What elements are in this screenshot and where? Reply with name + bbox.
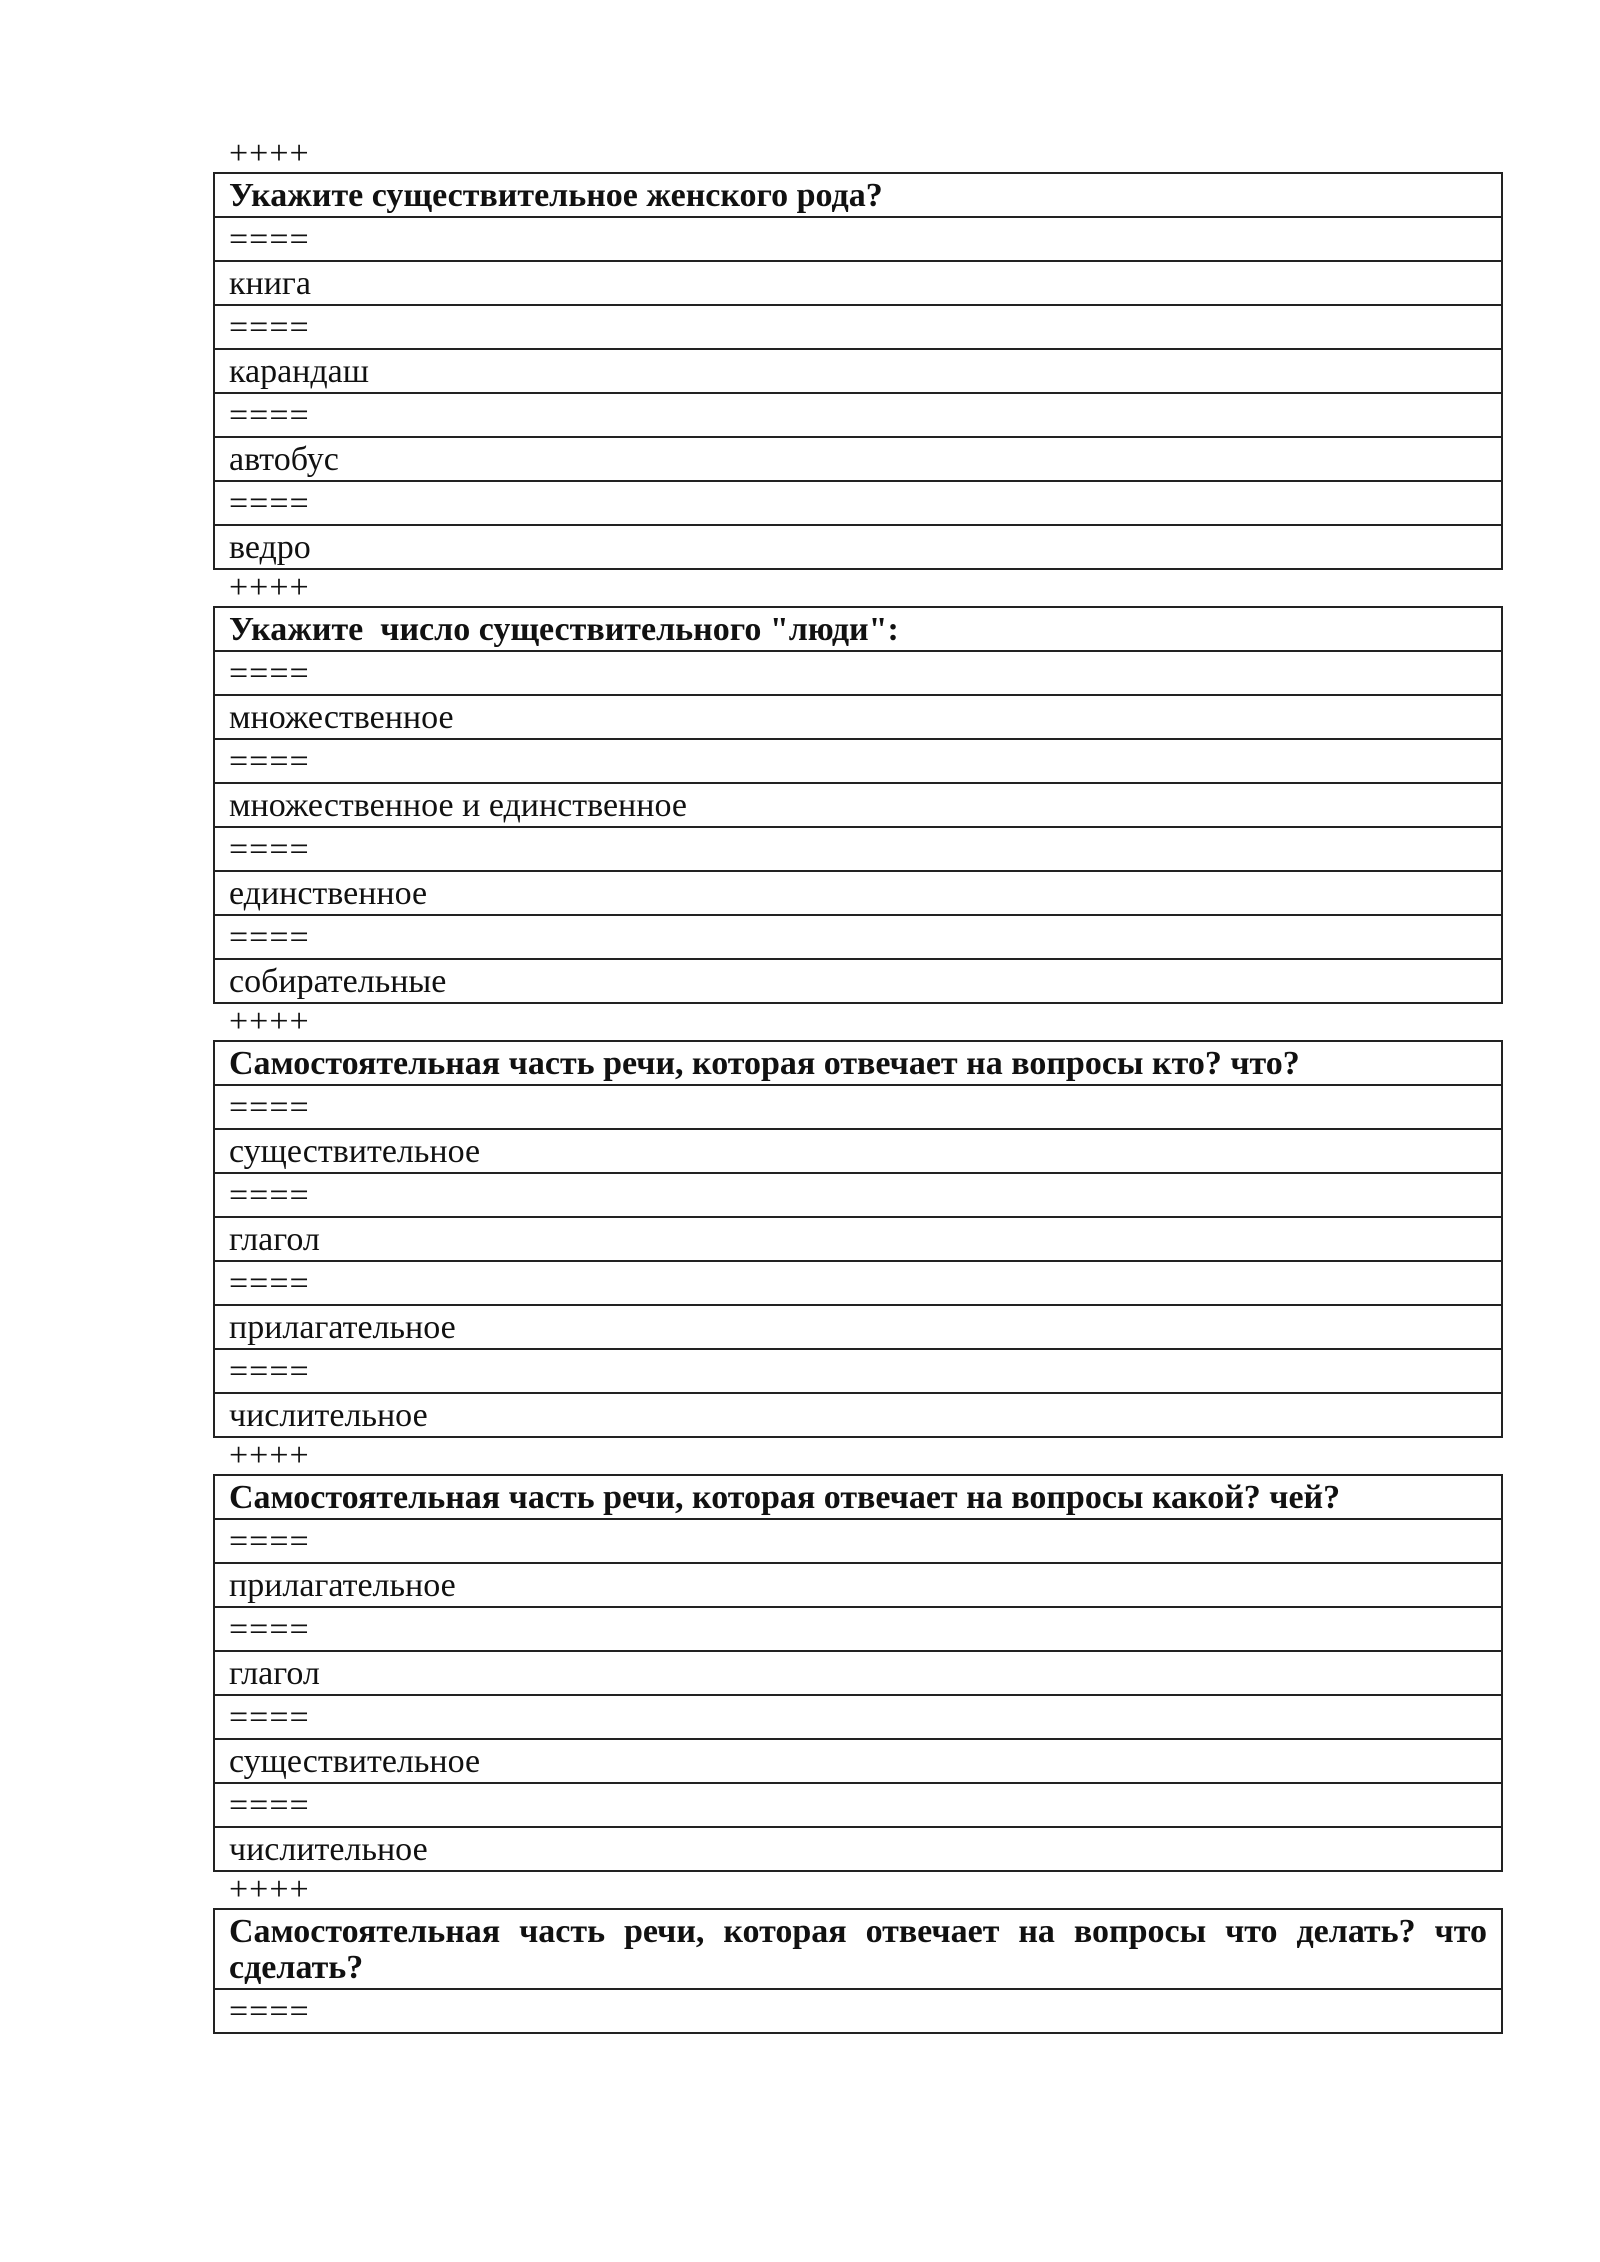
option-separator: ==== bbox=[214, 1989, 1502, 2033]
option-separator: ==== bbox=[214, 393, 1502, 437]
option-separator: ==== bbox=[214, 217, 1502, 261]
answer-option: существительное bbox=[214, 1129, 1502, 1173]
question-block-3 bbox=[213, 1040, 1503, 1438]
option-separator: ==== bbox=[214, 1173, 1502, 1217]
option-separator: ==== bbox=[214, 1261, 1502, 1305]
question-text: Самостоятельная часть речи, которая отвечает на вопросы кто? что? bbox=[214, 1041, 1502, 1085]
option-separator: ==== bbox=[214, 1519, 1502, 1563]
option-separator: ==== bbox=[214, 305, 1502, 349]
question-separator: ++++ bbox=[229, 1437, 310, 1474]
answer-option: числительное bbox=[214, 1393, 1502, 1437]
answer-option: глагол bbox=[214, 1217, 1502, 1261]
question-block-2 bbox=[213, 606, 1503, 1004]
answer-option: автобус bbox=[214, 437, 1502, 481]
option-separator: ==== bbox=[214, 739, 1502, 783]
option-separator: ==== bbox=[214, 1349, 1502, 1393]
answer-option: собирательные bbox=[214, 959, 1502, 1003]
question-block-1 bbox=[213, 172, 1503, 570]
question-text: Укажите число существительного "люди": bbox=[214, 607, 1502, 651]
test-document bbox=[213, 136, 1503, 2034]
answer-option: глагол bbox=[214, 1651, 1502, 1695]
answer-option: ведро bbox=[214, 525, 1502, 569]
option-separator: ==== bbox=[214, 1607, 1502, 1651]
question-separator: ++++ bbox=[229, 135, 310, 172]
question-text: Самостоятельная часть речи, которая отвечает на вопросы какой? чей? bbox=[214, 1475, 1502, 1519]
option-separator: ==== bbox=[214, 915, 1502, 959]
option-separator: ==== bbox=[214, 1085, 1502, 1129]
answer-option: карандаш bbox=[214, 349, 1502, 393]
question-text: Укажите существительное женского рода? bbox=[214, 173, 1502, 217]
question-separator: ++++ bbox=[229, 569, 310, 606]
option-separator: ==== bbox=[214, 1783, 1502, 1827]
question-block-4 bbox=[213, 1474, 1503, 1872]
answer-option: книга bbox=[214, 261, 1502, 305]
answer-option: множественное bbox=[214, 695, 1502, 739]
option-separator: ==== bbox=[214, 481, 1502, 525]
answer-option: прилагательное bbox=[214, 1563, 1502, 1607]
option-separator: ==== bbox=[214, 1695, 1502, 1739]
answer-option: единственное bbox=[214, 871, 1502, 915]
option-separator: ==== bbox=[214, 827, 1502, 871]
question-block-5 bbox=[213, 1908, 1503, 2034]
option-separator: ==== bbox=[214, 651, 1502, 695]
question-text: Самостоятельная часть речи, которая отвечает на вопросы что делать? что сделать? bbox=[214, 1909, 1502, 1989]
answer-option: числительное bbox=[214, 1827, 1502, 1871]
answer-option: существительное bbox=[214, 1739, 1502, 1783]
answer-option: множественное и единственное bbox=[214, 783, 1502, 827]
question-separator: ++++ bbox=[229, 1871, 310, 1908]
answer-option: прилагательное bbox=[214, 1305, 1502, 1349]
question-separator: ++++ bbox=[229, 1003, 310, 1040]
